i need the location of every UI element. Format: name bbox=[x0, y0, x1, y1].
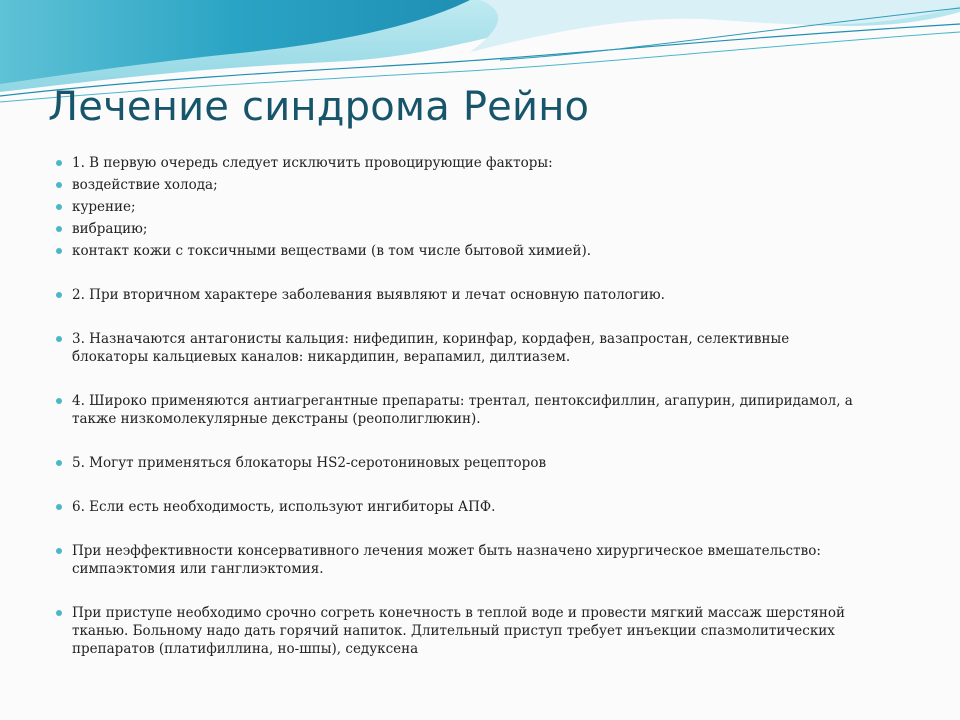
list-item bbox=[56, 220, 856, 238]
list-item-text: 5. Могут применяться блокаторы HS2-серотониновых рецепторов bbox=[72, 455, 547, 471]
bullet-list bbox=[56, 154, 856, 662]
round-bullet-icon bbox=[56, 182, 62, 188]
list-item bbox=[56, 604, 856, 658]
list-item-text: 1. В первую очередь следует исключить провоцирующие факторы: bbox=[72, 155, 553, 171]
round-bullet-icon bbox=[56, 292, 62, 298]
round-bullet-icon bbox=[56, 548, 62, 554]
round-bullet-icon bbox=[56, 204, 62, 210]
list-item-text: 3. Назначаются антагонисты кальция: нифедипин, коринфар, кордафен, вазапростан, селективные блокаторы кальциевых каналов: никардипин, верапамил, дилтиазем. bbox=[72, 331, 790, 365]
slide-title: Лечение синдрома Рейно bbox=[48, 84, 590, 130]
list-item-text: 2. При вторичном характере заболевания выявляют и лечат основную патологию. bbox=[72, 287, 665, 303]
list-item-text: При приступе необходимо срочно согреть конечность в теплой воде и провести мягкий массаж шерстяной тканью. Больному надо дать горячий напиток. Длительный приступ требует инъекции спазмолитических препаратов (платифиллина, но-шпы), седуксена bbox=[72, 605, 845, 657]
round-bullet-icon bbox=[56, 610, 62, 616]
list-item-text: контакт кожи с токсичными веществами (в том числе бытовой химией). bbox=[72, 243, 592, 259]
list-item-text: вибрацию; bbox=[72, 221, 148, 237]
list-item bbox=[56, 198, 856, 216]
list-item-text: При неэффективности консервативного лечения может быть назначено хирургическое вмешательство: симпаэктомия или ганглиэктомия. bbox=[72, 543, 821, 577]
list-item bbox=[56, 154, 856, 172]
list-item bbox=[56, 498, 856, 516]
round-bullet-icon bbox=[56, 398, 62, 404]
round-bullet-icon bbox=[56, 248, 62, 254]
list-item-text: 6. Если есть необходимость, используют ингибиторы АПФ. bbox=[72, 499, 496, 515]
list-item bbox=[56, 242, 856, 260]
round-bullet-icon bbox=[56, 226, 62, 232]
list-item bbox=[56, 176, 856, 194]
list-item bbox=[56, 330, 856, 366]
list-item-text: 4. Широко применяются антиагрегантные препараты: трентал, пентоксифиллин, агапурин, дипиридамол, а также низкомолекулярные декстраны (реополиглюкин). bbox=[72, 393, 853, 427]
round-bullet-icon bbox=[56, 160, 62, 166]
round-bullet-icon bbox=[56, 336, 62, 342]
list-item-text: воздействие холода; bbox=[72, 177, 218, 193]
round-bullet-icon bbox=[56, 504, 62, 510]
round-bullet-icon bbox=[56, 460, 62, 466]
list-item bbox=[56, 542, 856, 578]
list-item bbox=[56, 454, 856, 472]
list-item-text: курение; bbox=[72, 199, 136, 215]
list-item bbox=[56, 392, 856, 428]
list-item bbox=[56, 286, 856, 304]
